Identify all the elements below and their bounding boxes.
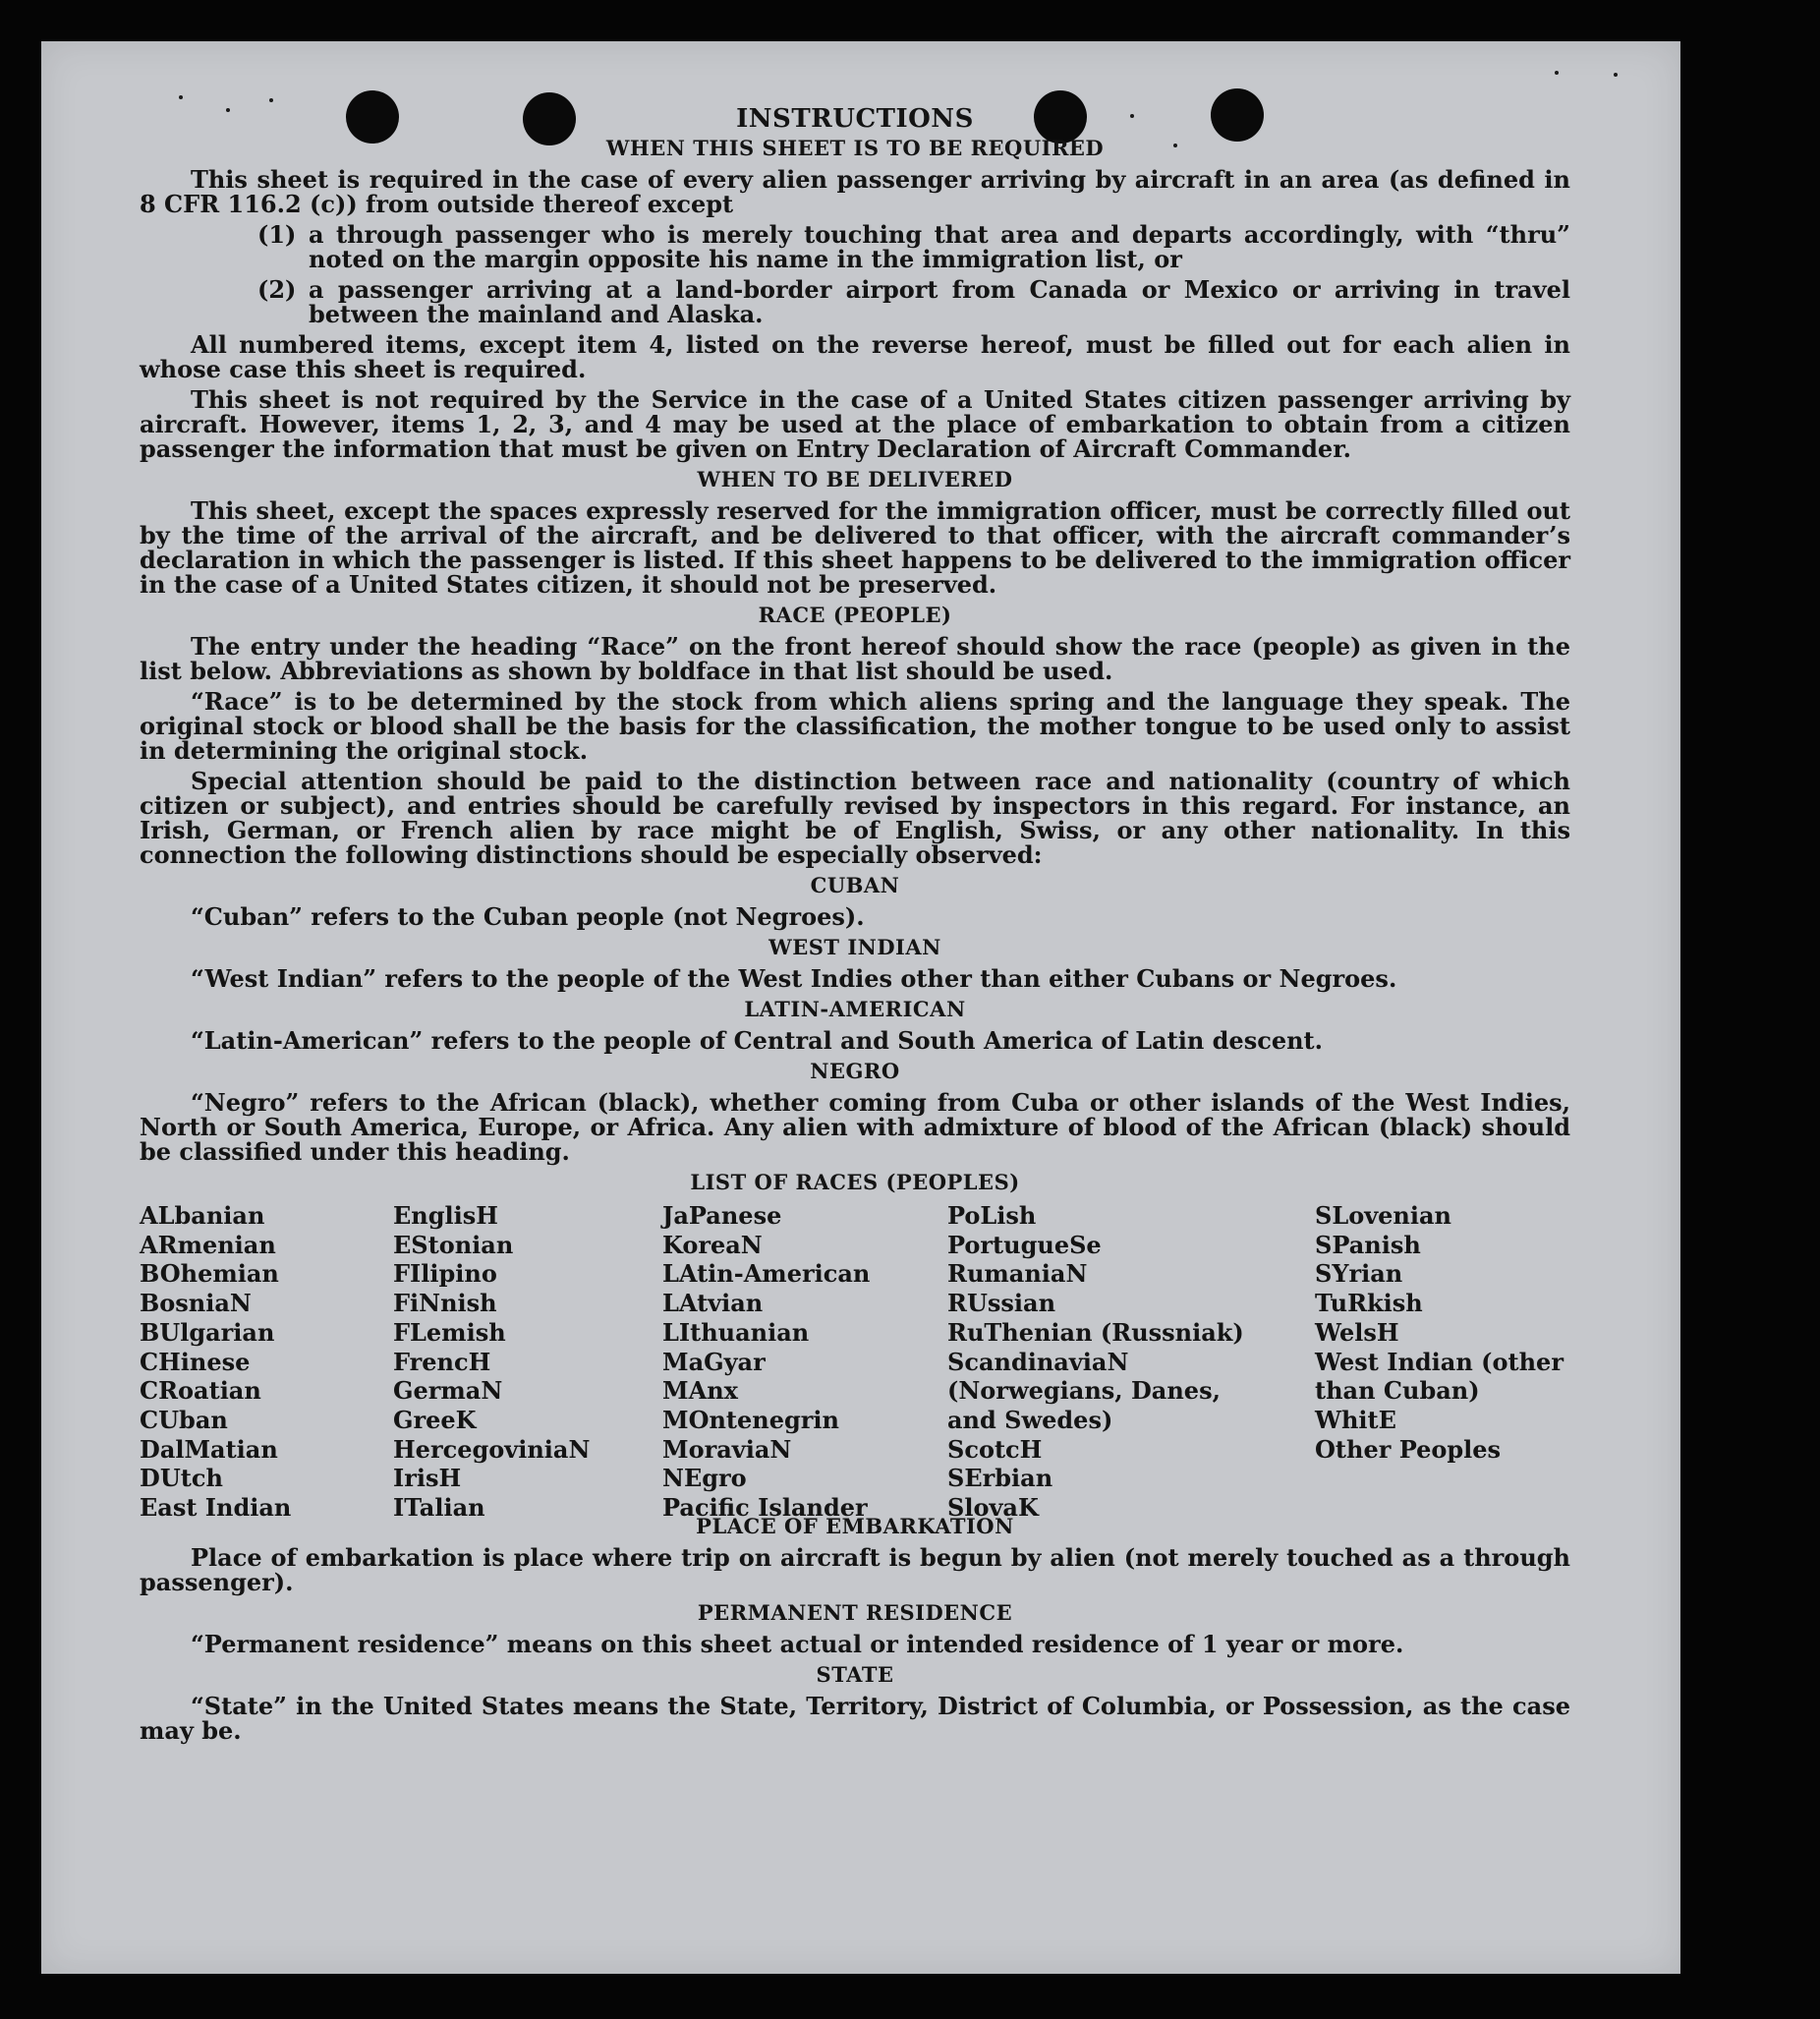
race-entry: SLovenian: [1315, 1201, 1451, 1230]
races-column-4: [947, 1201, 1242, 1523]
paragraph: Special attention should be paid to the distinction between race and nationality (country of which citizen or subject), and entries should be carefully revised by inspectors in this regard. For instance, an Irish, German, or French alien by race might be of English, Swiss, or any other nationality. In this connection the following distinctions should be especially observed:: [140, 767, 1570, 869]
race-entry: CRoatian: [140, 1376, 261, 1406]
paragraph: “Latin-American” refers to the people of Central and South America of Latin descent.: [191, 1026, 1323, 1055]
race-entry: East Indian: [140, 1493, 292, 1523]
race-entry: SYrian: [1315, 1259, 1403, 1289]
race-entry: RUssian: [947, 1289, 1056, 1318]
race-entry: SPanish: [1315, 1230, 1421, 1259]
paragraph: This sheet is not required by the Service in the case of a United States citizen passenger arriving by aircraft. However, items 1, 2, 3, and 4 may be used at the place of embarkation to obtain from a citizen passenger the information that must be given on Entry Declaration of Aircraft Commander.: [140, 385, 1570, 463]
paragraph: All numbered items, except item 4, listed on the reverse hereof, must be filled out for each alien in whose case this sheet is required.: [140, 330, 1570, 383]
race-entry: PortugueSe: [947, 1230, 1102, 1259]
race-entry: BUlgarian: [140, 1317, 275, 1347]
section-heading-list-of-races: LIST OF RACES (PEOPLES): [690, 1170, 1020, 1194]
races-list: [140, 1201, 1570, 1523]
race-entry: TuRkish: [1315, 1289, 1423, 1318]
section-heading-west-indian: WEST INDIAN: [768, 935, 941, 959]
instructions-content: [140, 102, 1570, 1749]
race-entry: FrencH: [393, 1347, 491, 1376]
section-heading-race: RACE (PEOPLE): [758, 603, 952, 627]
paragraph: The entry under the heading “Race” on the front hereof should show the race (people) as given in the list below. Abbreviations as shown by boldface in that list should be used.: [140, 632, 1570, 685]
section-heading-embarkation: PLACE OF EMBARKATION: [696, 1514, 1014, 1538]
item-number: (1): [257, 220, 297, 249]
race-entry: GreeK: [393, 1405, 477, 1434]
section-heading-delivered: WHEN TO BE DELIVERED: [697, 467, 1013, 491]
race-entry: IrisH: [393, 1464, 462, 1493]
race-entry: ARmenian: [140, 1230, 276, 1259]
race-entry: ITalian: [393, 1493, 485, 1523]
race-entry: Other Peoples: [1315, 1434, 1502, 1464]
section-heading-latin-american: LATIN-AMERICAN: [744, 997, 966, 1021]
race-entry: FIlipino: [393, 1259, 497, 1289]
race-entry: SErbian: [947, 1464, 1053, 1493]
paragraph: “Cuban” refers to the Cuban people (not Negroes).: [191, 902, 865, 931]
race-entry: EStonian: [393, 1230, 514, 1259]
race-entry: DalMatian: [140, 1434, 278, 1464]
races-column-2: [393, 1201, 658, 1523]
speck: [1614, 73, 1618, 77]
page-title: INSTRUCTIONS: [736, 104, 974, 134]
race-entry: FiNnish: [393, 1289, 497, 1318]
document-sheet: [41, 41, 1680, 1974]
item-number: (2): [257, 275, 297, 304]
paragraph: This sheet, except the spaces expressly reserved for the immigration officer, must be correctly filled out by the time of the arrival of the aircraft, and be delivered to that officer, with the aircraft commander’s declaration in which the passenger is listed. If this sheet happens to be delivered to the immigration officer in the case of a United States citizen, it should not be preserved.: [140, 496, 1570, 599]
section-heading-residence: PERMANENT RESIDENCE: [697, 1600, 1013, 1625]
paragraph: “Permanent residence” means on this sheet actual or intended residence of 1 year or more.: [191, 1630, 1404, 1658]
race-entry: HercegoviniaN: [393, 1434, 591, 1464]
section-heading-cuban: CUBAN: [810, 873, 900, 897]
race-entry: EnglisH: [393, 1201, 498, 1230]
race-entry: BosniaN: [140, 1289, 252, 1318]
paragraph: Place of embarkation is place where trip on aircraft is begun by alien (not merely touched as a through passenger).: [140, 1543, 1570, 1596]
race-entry: Pacific Islander: [662, 1493, 868, 1523]
race-entry: CUban: [140, 1405, 228, 1434]
paragraph: This sheet is required in the case of every alien passenger arriving by aircraft in an area (as defined in 8 CFR 116.2 (c)) from outside thereof except: [140, 165, 1570, 218]
race-entry: LIthuanian: [662, 1317, 810, 1347]
speck: [1555, 71, 1559, 75]
race-entry: PoLish: [947, 1201, 1037, 1230]
race-entry: RumaniaN: [947, 1259, 1088, 1289]
race-entry: GermaN: [393, 1376, 503, 1406]
section-heading-state: STATE: [816, 1662, 894, 1687]
race-entry: DUtch: [140, 1464, 223, 1493]
paragraph: “West Indian” refers to the people of the West Indies other than either Cubans or Negroes.: [191, 964, 1397, 993]
races-column-1: [140, 1201, 385, 1523]
section-heading-required: WHEN THIS SHEET IS TO BE REQUIRED: [605, 136, 1105, 160]
race-entry: JaPanese: [662, 1201, 782, 1230]
races-column-3: [662, 1201, 938, 1523]
race-entry: LAtvian: [662, 1289, 764, 1318]
race-entry: ScandinaviaN (Norwegians, Danes, and Swedes): [947, 1347, 1221, 1434]
race-entry: WhitE: [1315, 1405, 1396, 1434]
race-entry: NEgro: [662, 1464, 747, 1493]
race-entry: LAtin-American: [662, 1259, 871, 1289]
item-text: a passenger arriving at a land-border airport from Canada or Mexico or arriving in travel between the mainland and Alaska.: [309, 275, 1570, 328]
race-entry: MOntenegrin: [662, 1405, 839, 1434]
race-entry: FLemish: [393, 1317, 506, 1347]
races-column-5: [1315, 1201, 1572, 1464]
race-entry: RuThenian (Russniak): [947, 1317, 1244, 1347]
paragraph: “Race” is to be determined by the stock from which aliens spring and the language they speak. The original stock or blood shall be the basis for the classification, the mother tongue to be used only to assist in determining the original stock.: [140, 687, 1570, 765]
race-entry: WelsH: [1315, 1317, 1399, 1347]
race-entry: MoraviaN: [662, 1434, 792, 1464]
race-entry: KoreaN: [662, 1230, 763, 1259]
list-item: [140, 222, 1570, 271]
paragraph: “State” in the United States means the State, Territory, District of Columbia, or Possession, as the case may be.: [140, 1692, 1570, 1745]
race-entry: ScotcH: [947, 1434, 1043, 1464]
item-text: a through passenger who is merely touching that area and departs accordingly, with “thru” noted on the margin opposite his name in the immigration list, or: [309, 220, 1570, 273]
race-entry: West Indian (other than Cuban): [1315, 1347, 1564, 1406]
speck: [179, 95, 183, 99]
race-entry: MaGyar: [662, 1347, 766, 1376]
race-entry: SlovaK: [947, 1493, 1039, 1523]
section-heading-negro: NEGRO: [810, 1059, 900, 1083]
race-entry: CHinese: [140, 1347, 251, 1376]
list-item: [140, 277, 1570, 326]
race-entry: ALbanian: [140, 1201, 265, 1230]
paragraph: “Negro” refers to the African (black), whether coming from Cuba or other islands of the West Indies, North or South America, Europe, or Africa. Any alien with admixture of blood of the African (black) should be classified under this heading.: [140, 1088, 1570, 1166]
race-entry: MAnx: [662, 1376, 738, 1406]
race-entry: BOhemian: [140, 1259, 279, 1289]
